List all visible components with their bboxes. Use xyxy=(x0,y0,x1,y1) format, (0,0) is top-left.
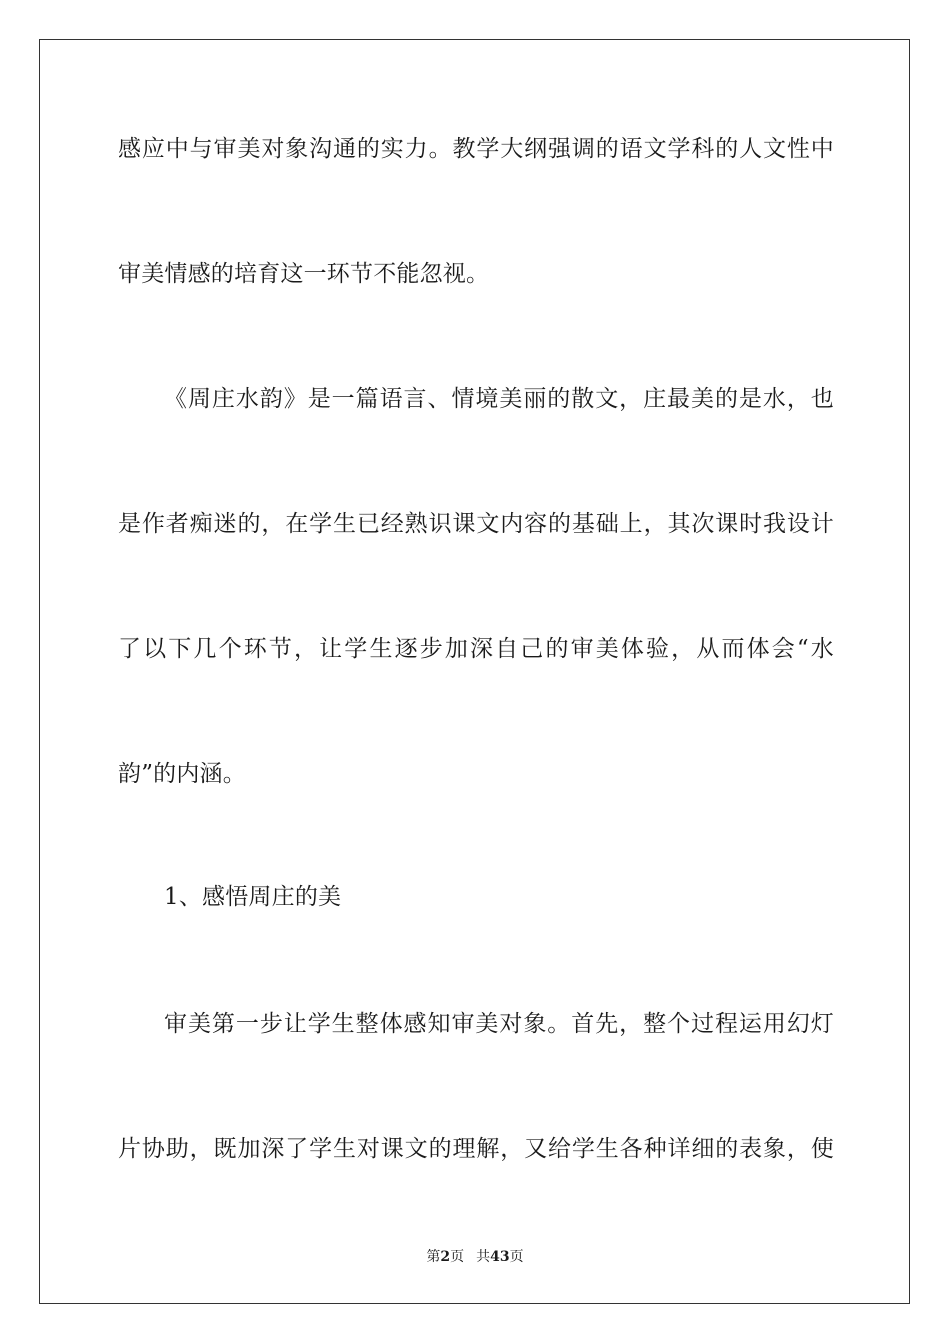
page-number: 2 xyxy=(440,1249,451,1265)
page-suffix: 页 xyxy=(450,1249,465,1265)
text-line-8: 审美第一步让学生整体感知审美对象。首先，整个过程运用幻灯 xyxy=(164,1011,834,1037)
text-line-3: 《周庄水韵》是一篇语言、情境美丽的散文，庄最美的是水，也 xyxy=(164,386,834,412)
page-footer xyxy=(0,1248,950,1266)
text-line-6: 韵”的内涵。 xyxy=(118,761,246,787)
section-heading: 1、感悟周庄的美 xyxy=(164,884,342,910)
page-prefix: 第 xyxy=(426,1249,441,1265)
total-prefix: 共 xyxy=(476,1249,491,1265)
text-line-1: 感应中与审美对象沟通的实力。教学大纲强调的语文学科的人文性中 xyxy=(118,136,834,162)
total-pages: 43 xyxy=(490,1249,510,1265)
text-line-9: 片协助，既加深了学生对课文的理解，又给学生各种详细的表象，使 xyxy=(118,1136,834,1162)
page-border xyxy=(39,39,910,1304)
text-line-2: 审美情感的培育这一环节不能忽视。 xyxy=(118,261,490,287)
text-line-4: 是作者痴迷的，在学生已经熟识课文内容的基础上，其次课时我设计 xyxy=(118,511,834,537)
total-suffix: 页 xyxy=(509,1249,524,1265)
text-line-5: 了以下几个环节，让学生逐步加深自己的审美体验，从而体会“水 xyxy=(118,636,834,662)
